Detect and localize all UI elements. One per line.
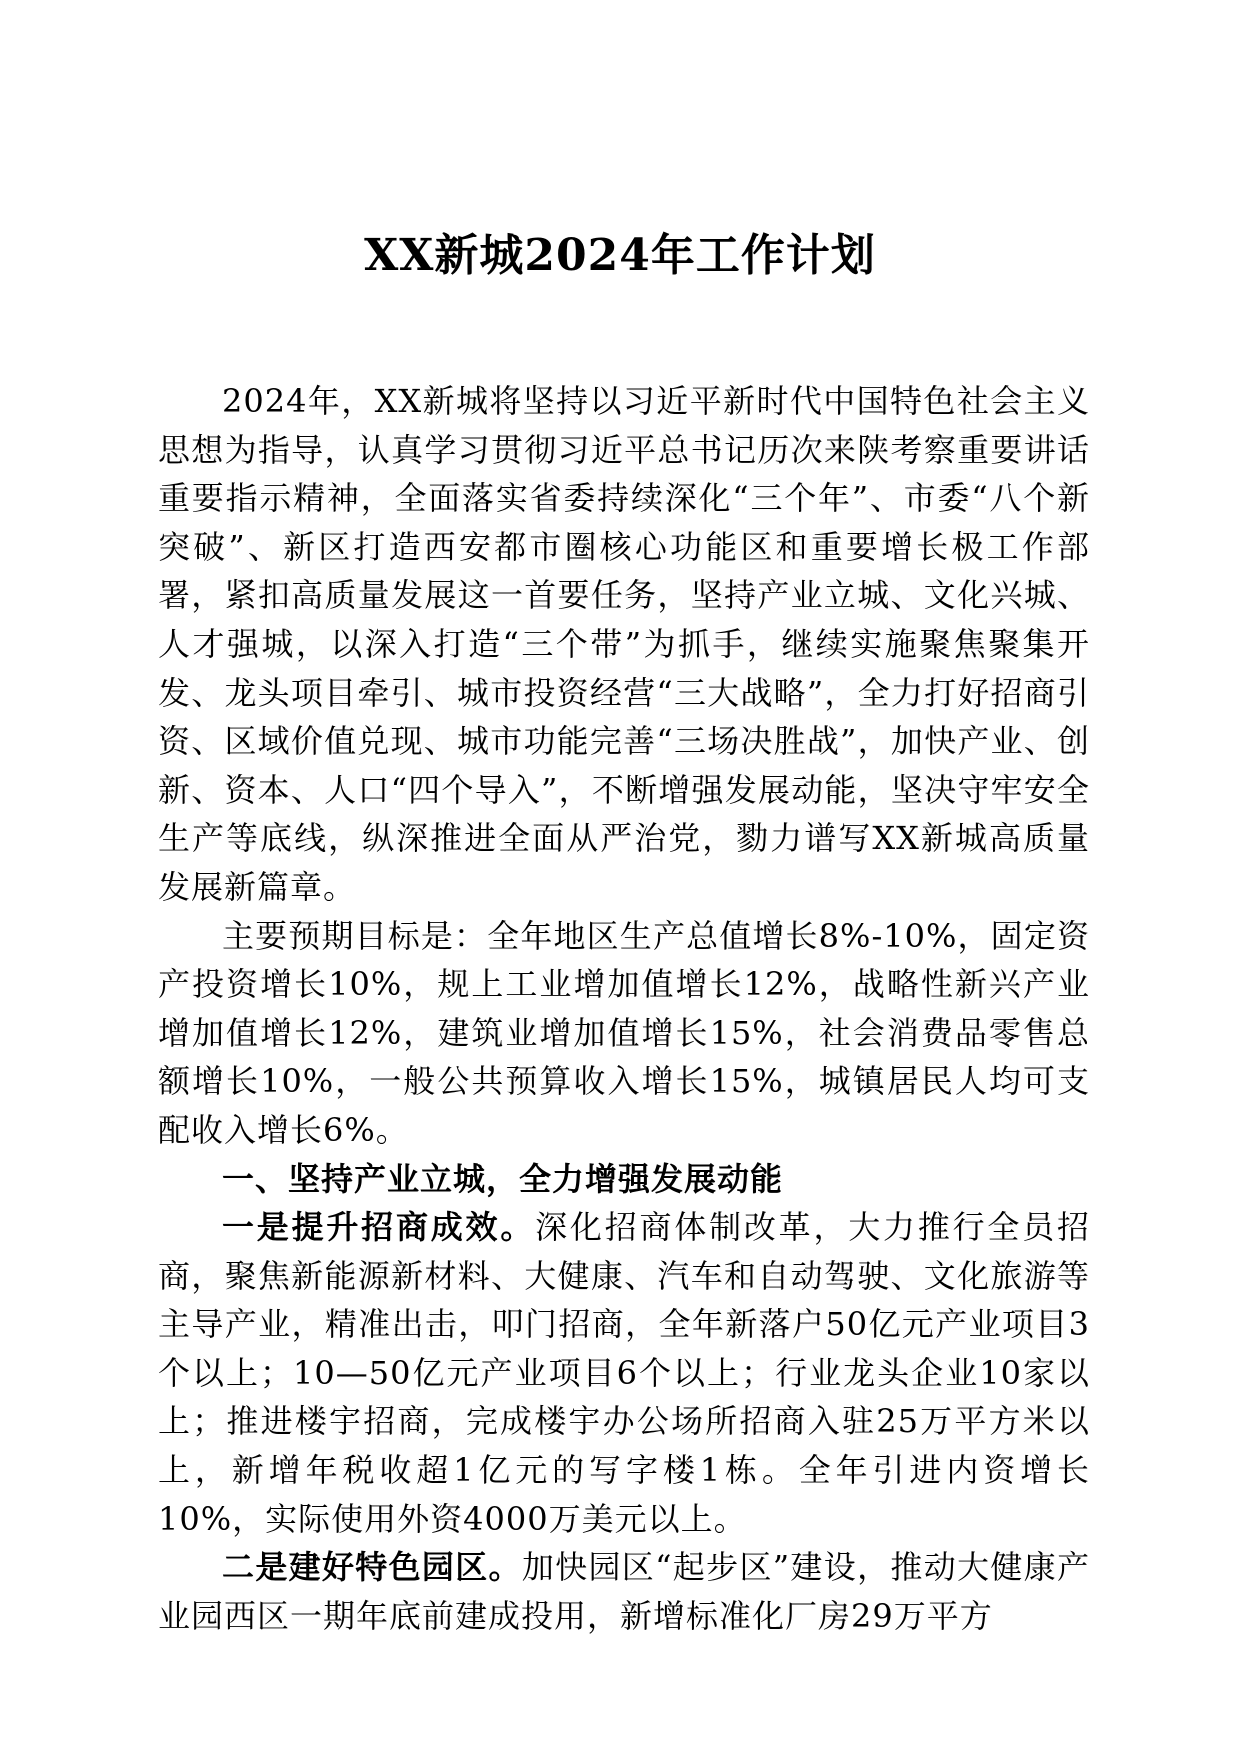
item2-paragraph: [158, 1543, 1090, 1640]
item1-body: 深化招商体制改革，大力推行全员招商，聚焦新能源新材料、大健康、汽车和自动驾驶、文化旅游等主导产业，精准出击，叩门招商，全年新落户50亿元产业项目3个以上；10—50亿元产业项目6个以上；行业龙头企业10家以上；推进楼宇招商，完成楼宇办公场所招商入驻25万平方米以上，新增年税收超1亿元的写字楼1栋。全年引进内资增长10%，实际使用外资4000万美元以上。: [158, 1208, 1090, 1538]
item2-lead: 二是建好特色园区。: [222, 1548, 522, 1587]
page-title: XX新城2024年工作计划: [364, 230, 876, 281]
document-body: [158, 377, 1090, 1640]
item1-paragraph: [158, 1203, 1090, 1543]
item2-body: 加快园区“起步区”建设，推动大健康产业园西区一期年底前建成投用，新增标准化厂房29万平方: [158, 1548, 1090, 1635]
targets-paragraph: 主要预期目标是：全年地区生产总值增长8%-10%，固定资产投资增长10%，规上工业增加值增长12%，战略性新兴产业增加值增长12%，建筑业增加值增长15%，社会消费品零售总额增长10%，一般公共预算收入增长15%，城镇居民人均可支配收入增长6%。: [158, 916, 1090, 1149]
section-heading: 一、坚持产业立城，全力增强发展动能: [222, 1159, 784, 1198]
item1-lead: 一是提升招商成效。: [222, 1208, 536, 1247]
intro-paragraph: 2024年，XX新城将坚持以习近平新时代中国特色社会主义思想为指导，认真学习贯彻习近平总书记历次来陕考察重要讲话重要指示精神，全面落实省委持续深化“三个年”、市委“八个新突破”、新区打造西安都市圈核心功能区和重要增长极工作部署，紧扣高质量发展这一首要任务，坚持产业立城、文化兴城、人才强城，以深入打造“三个带”为抓手，继续实施聚焦聚集开发、龙头项目牵引、城市投资经营“三大战略”，全力打好招商引资、区域价值兑现、城市功能完善“三场决胜战”，加快产业、创新、资本、人口“四个导入”，不断增强发展动能，坚决守牢安全生产等底线，纵深推进全面从严治党，勠力谱写XX新城高质量发展新篇章。: [158, 382, 1090, 906]
